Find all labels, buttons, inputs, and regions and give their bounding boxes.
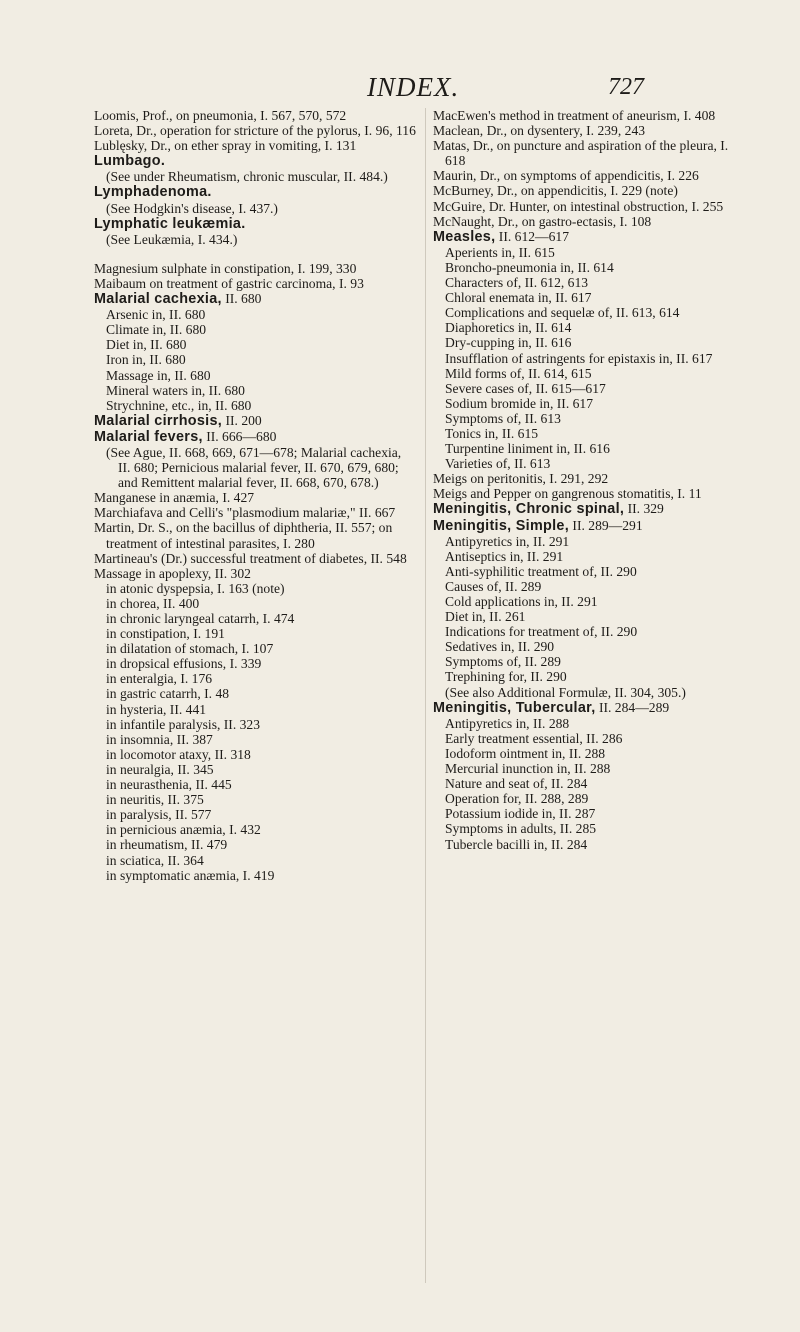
index-heading-term: Malarial cirrhosis, [94, 412, 223, 429]
index-subentry: Antiseptics in, II. 291 [445, 548, 564, 564]
index-heading-term: Lumbago. [94, 153, 166, 170]
index-heading [433, 518, 743, 534]
index-heading-reference: II. 680 [221, 291, 262, 307]
index-heading [94, 429, 416, 445]
index-subentry: Iron in, II. 680 [106, 352, 186, 368]
index-subentry: Diaphoretics in, II. 614 [445, 320, 572, 336]
index-entry: Lublęsky, Dr., on ether spray in vomiting, I. 131 [94, 138, 357, 154]
index-subentry: in rheumatism, II. 479 [106, 837, 228, 853]
column-divider [425, 108, 426, 1283]
index-heading-reference: II. 329 [624, 501, 664, 517]
index-subentry: Severe cases of, II. 615—617 [445, 380, 606, 396]
index-subentry: in atonic dyspepsia, I. 163 (note) [106, 580, 285, 596]
page-header [0, 62, 800, 106]
index-entry: Magnesium sulphate in constipation, I. 199, 330 [94, 260, 357, 276]
index-subentry: (See Leukæmia, I. 434.) [106, 231, 238, 247]
index-subentry: Dry-cupping in, II. 616 [445, 335, 572, 351]
index-entry: Martin, Dr. S., on the bacillus of diphtheria, II. 557; on treatment of intestinal parasites, I. 280 [94, 520, 393, 551]
index-subentry: Complications and sequelæ of, II. 613, 614 [445, 305, 680, 321]
index-heading-reference: II. 284—289 [595, 699, 670, 715]
index-subentry: Arsenic in, II. 680 [106, 307, 206, 323]
index-entry: Marchiafava and Celli's "plasmodium malariæ," II. 667 [94, 505, 396, 521]
index-heading [433, 229, 743, 245]
index-subentry: Causes of, II. 289 [445, 578, 542, 594]
index-subentry: Insufflation of astringents for epistaxis in, II. 617 [445, 350, 713, 366]
index-subentry: Operation for, II. 288, 289 [445, 791, 589, 807]
index-heading-reference: II. 666—680 [202, 428, 277, 444]
index-subentry: in dropsical effusions, I. 339 [106, 656, 262, 672]
index-heading-term: Meningitis, Chronic spinal, [433, 501, 625, 518]
index-subentry: Aperients in, II. 615 [445, 244, 555, 260]
index-heading-term: Meningitis, Tubercular, [433, 699, 596, 716]
index-subentry: Early treatment essential, II. 286 [445, 730, 623, 746]
index-subentry: Mercurial inunction in, II. 288 [445, 761, 611, 777]
index-entry: Manganese in anæmia, I. 427 [94, 490, 255, 506]
index-subentry: in chorea, II. 400 [106, 595, 200, 611]
index-subentry: in sciatica, II. 364 [106, 852, 204, 868]
index-subentry: Tonics in, II. 615 [445, 425, 539, 441]
index-subentry: Iodoform ointment in, II. 288 [445, 745, 606, 761]
index-subentry: Diet in, II. 680 [106, 337, 187, 353]
index-subentry: in locomotor ataxy, II. 318 [106, 746, 251, 762]
index-subentry: in neurasthenia, II. 445 [106, 777, 232, 793]
index-subentry: Symptoms in adults, II. 285 [445, 821, 597, 837]
index-column-right [433, 108, 743, 852]
index-subentry: Diet in, II. 261 [445, 609, 526, 625]
index-heading [94, 216, 416, 232]
index-heading-term: Lymphadenoma. [94, 184, 212, 201]
index-subentry: in constipation, I. 191 [106, 626, 225, 642]
index-subentry: Varieties of, II. 613 [445, 456, 551, 472]
index-subentry: in pernicious anæmia, I. 432 [106, 822, 261, 838]
index-heading-term: Meningitis, Simple, [433, 517, 570, 534]
index-entry: Matas, Dr., on puncture and aspiration of the pleura, I. 618 [433, 138, 729, 169]
index-subentry: in chronic laryngeal catarrh, I. 474 [106, 611, 295, 626]
index-subentry: Anti-syphilitic treatment of, II. 290 [445, 563, 637, 579]
index-subentry: Mild forms of, II. 614, 615 [445, 365, 592, 381]
index-subentry: Mineral waters in, II. 680 [106, 382, 245, 398]
index-heading-term: Malarial cachexia, [94, 291, 222, 308]
index-heading [433, 501, 743, 517]
index-subentry: (See Hodgkin's disease, I. 437.) [106, 200, 278, 216]
index-subentry: in neuritis, II. 375 [106, 792, 204, 808]
index-heading [94, 291, 416, 307]
index-entry: Loomis, Prof., on pneumonia, I. 567, 570, 572 [94, 108, 347, 123]
index-entry: McNaught, Dr., on gastro-ectasis, I. 108 [433, 213, 652, 229]
index-subentry: in enteralgia, I. 176 [106, 671, 213, 687]
index-entry: Maclean, Dr., on dysentery, I. 239, 243 [433, 123, 646, 139]
index-heading-reference: II. 289—291 [569, 517, 643, 533]
page-number: 727 [608, 74, 644, 100]
index-subentry: Cold applications in, II. 291 [445, 594, 598, 609]
index-subentry: Sedatives in, II. 290 [445, 639, 555, 655]
index-subentry: Potassium iodide in, II. 287 [445, 806, 596, 822]
index-heading-term: Measles, [433, 228, 496, 245]
index-entry: McGuire, Dr. Hunter, on intestinal obstruction, I. 255 [433, 198, 724, 214]
index-column-left [94, 108, 416, 883]
index-entry: MacEwen's method in treatment of aneurism, I. 408 [433, 108, 716, 123]
index-subentry: Symptoms of, II. 613 [445, 410, 561, 426]
index-heading [433, 700, 743, 716]
index-subentry: Characters of, II. 612, 613 [445, 275, 589, 291]
index-subentry: Strychnine, etc., in, II. 680 [106, 397, 252, 413]
index-subentry: (See also Additional Formulæ, II. 304, 305.) [445, 684, 686, 700]
index-heading-term: Lymphatic leukæmia. [94, 215, 246, 232]
index-subentry: Climate in, II. 680 [106, 322, 207, 338]
index-entry: Massage in apoplexy, II. 302 [94, 565, 251, 581]
index-subentry: Antipyretics in, II. 288 [445, 715, 570, 731]
index-entry: Martineau's (Dr.) successful treatment of diabetes, II. 548 [94, 550, 407, 566]
index-heading-reference: II. 200 [222, 412, 262, 428]
index-subentry: Indications for treatment of, II. 290 [445, 624, 638, 640]
index-subentry: Nature and seat of, II. 284 [445, 776, 588, 792]
index-heading-term: Malarial fevers, [94, 428, 203, 445]
index-entry: McBurney, Dr., on appendicitis, I. 229 (note) [433, 183, 678, 199]
index-subentry: Chloral enemata in, II. 617 [445, 290, 592, 306]
index-subentry: Tubercle bacilli in, II. 284 [445, 836, 588, 852]
index-entry: Maibaum on treatment of gastric carcinoma, I. 93 [94, 275, 364, 291]
index-subentry: in symptomatic anæmia, I. 419 [106, 867, 275, 883]
index-heading [94, 153, 416, 169]
index-subentry: Broncho-pneumonia in, II. 614 [445, 259, 614, 275]
index-subentry: Sodium bromide in, II. 617 [445, 395, 594, 411]
index-subentry: Massage in, II. 680 [106, 367, 211, 383]
index-entry: Maurin, Dr., on symptoms of appendicitis, I. 226 [433, 168, 699, 184]
index-subentry: in hysteria, II. 441 [106, 701, 207, 717]
index-subentry: Trephining for, II. 290 [445, 669, 567, 685]
index-subentry: Symptoms of, II. 289 [445, 654, 561, 670]
index-subentry: in neuralgia, II. 345 [106, 761, 214, 777]
index-entry: Meigs on peritonitis, I. 291, 292 [433, 471, 609, 487]
index-heading [94, 413, 416, 429]
page-title: INDEX. [367, 72, 460, 102]
index-subentry: in insomnia, II. 387 [106, 731, 213, 747]
index-entry: Meigs and Pepper on gangrenous stomatitis, I. 11 [433, 486, 702, 502]
section-gap [94, 247, 416, 261]
index-subentry: in dilatation of stomach, I. 107 [106, 641, 274, 657]
index-subentry: Antipyretics in, II. 291 [445, 533, 570, 549]
index-subentry: (See Ague, II. 668, 669, 671—678; Malarial cachexia, II. 680; Pernicious malarial fever, II. 670, 679, 680; and Remittent malarial fever, II. 668, 670, 678.) [106, 444, 402, 491]
index-heading-reference: II. 612—617 [495, 228, 570, 244]
index-subentry: in infantile paralysis, II. 323 [106, 716, 261, 732]
index-heading [94, 184, 416, 200]
index-subentry: (See under Rheumatism, chronic muscular, II. 484.) [106, 169, 388, 185]
index-subentry: in gastric catarrh, I. 48 [106, 686, 230, 702]
index-subentry: Turpentine liniment in, II. 616 [445, 441, 610, 457]
index-subentry: in paralysis, II. 577 [106, 807, 212, 823]
index-entry: Loreta, Dr., operation for stricture of the pylorus, I. 96, 116 [94, 123, 416, 139]
